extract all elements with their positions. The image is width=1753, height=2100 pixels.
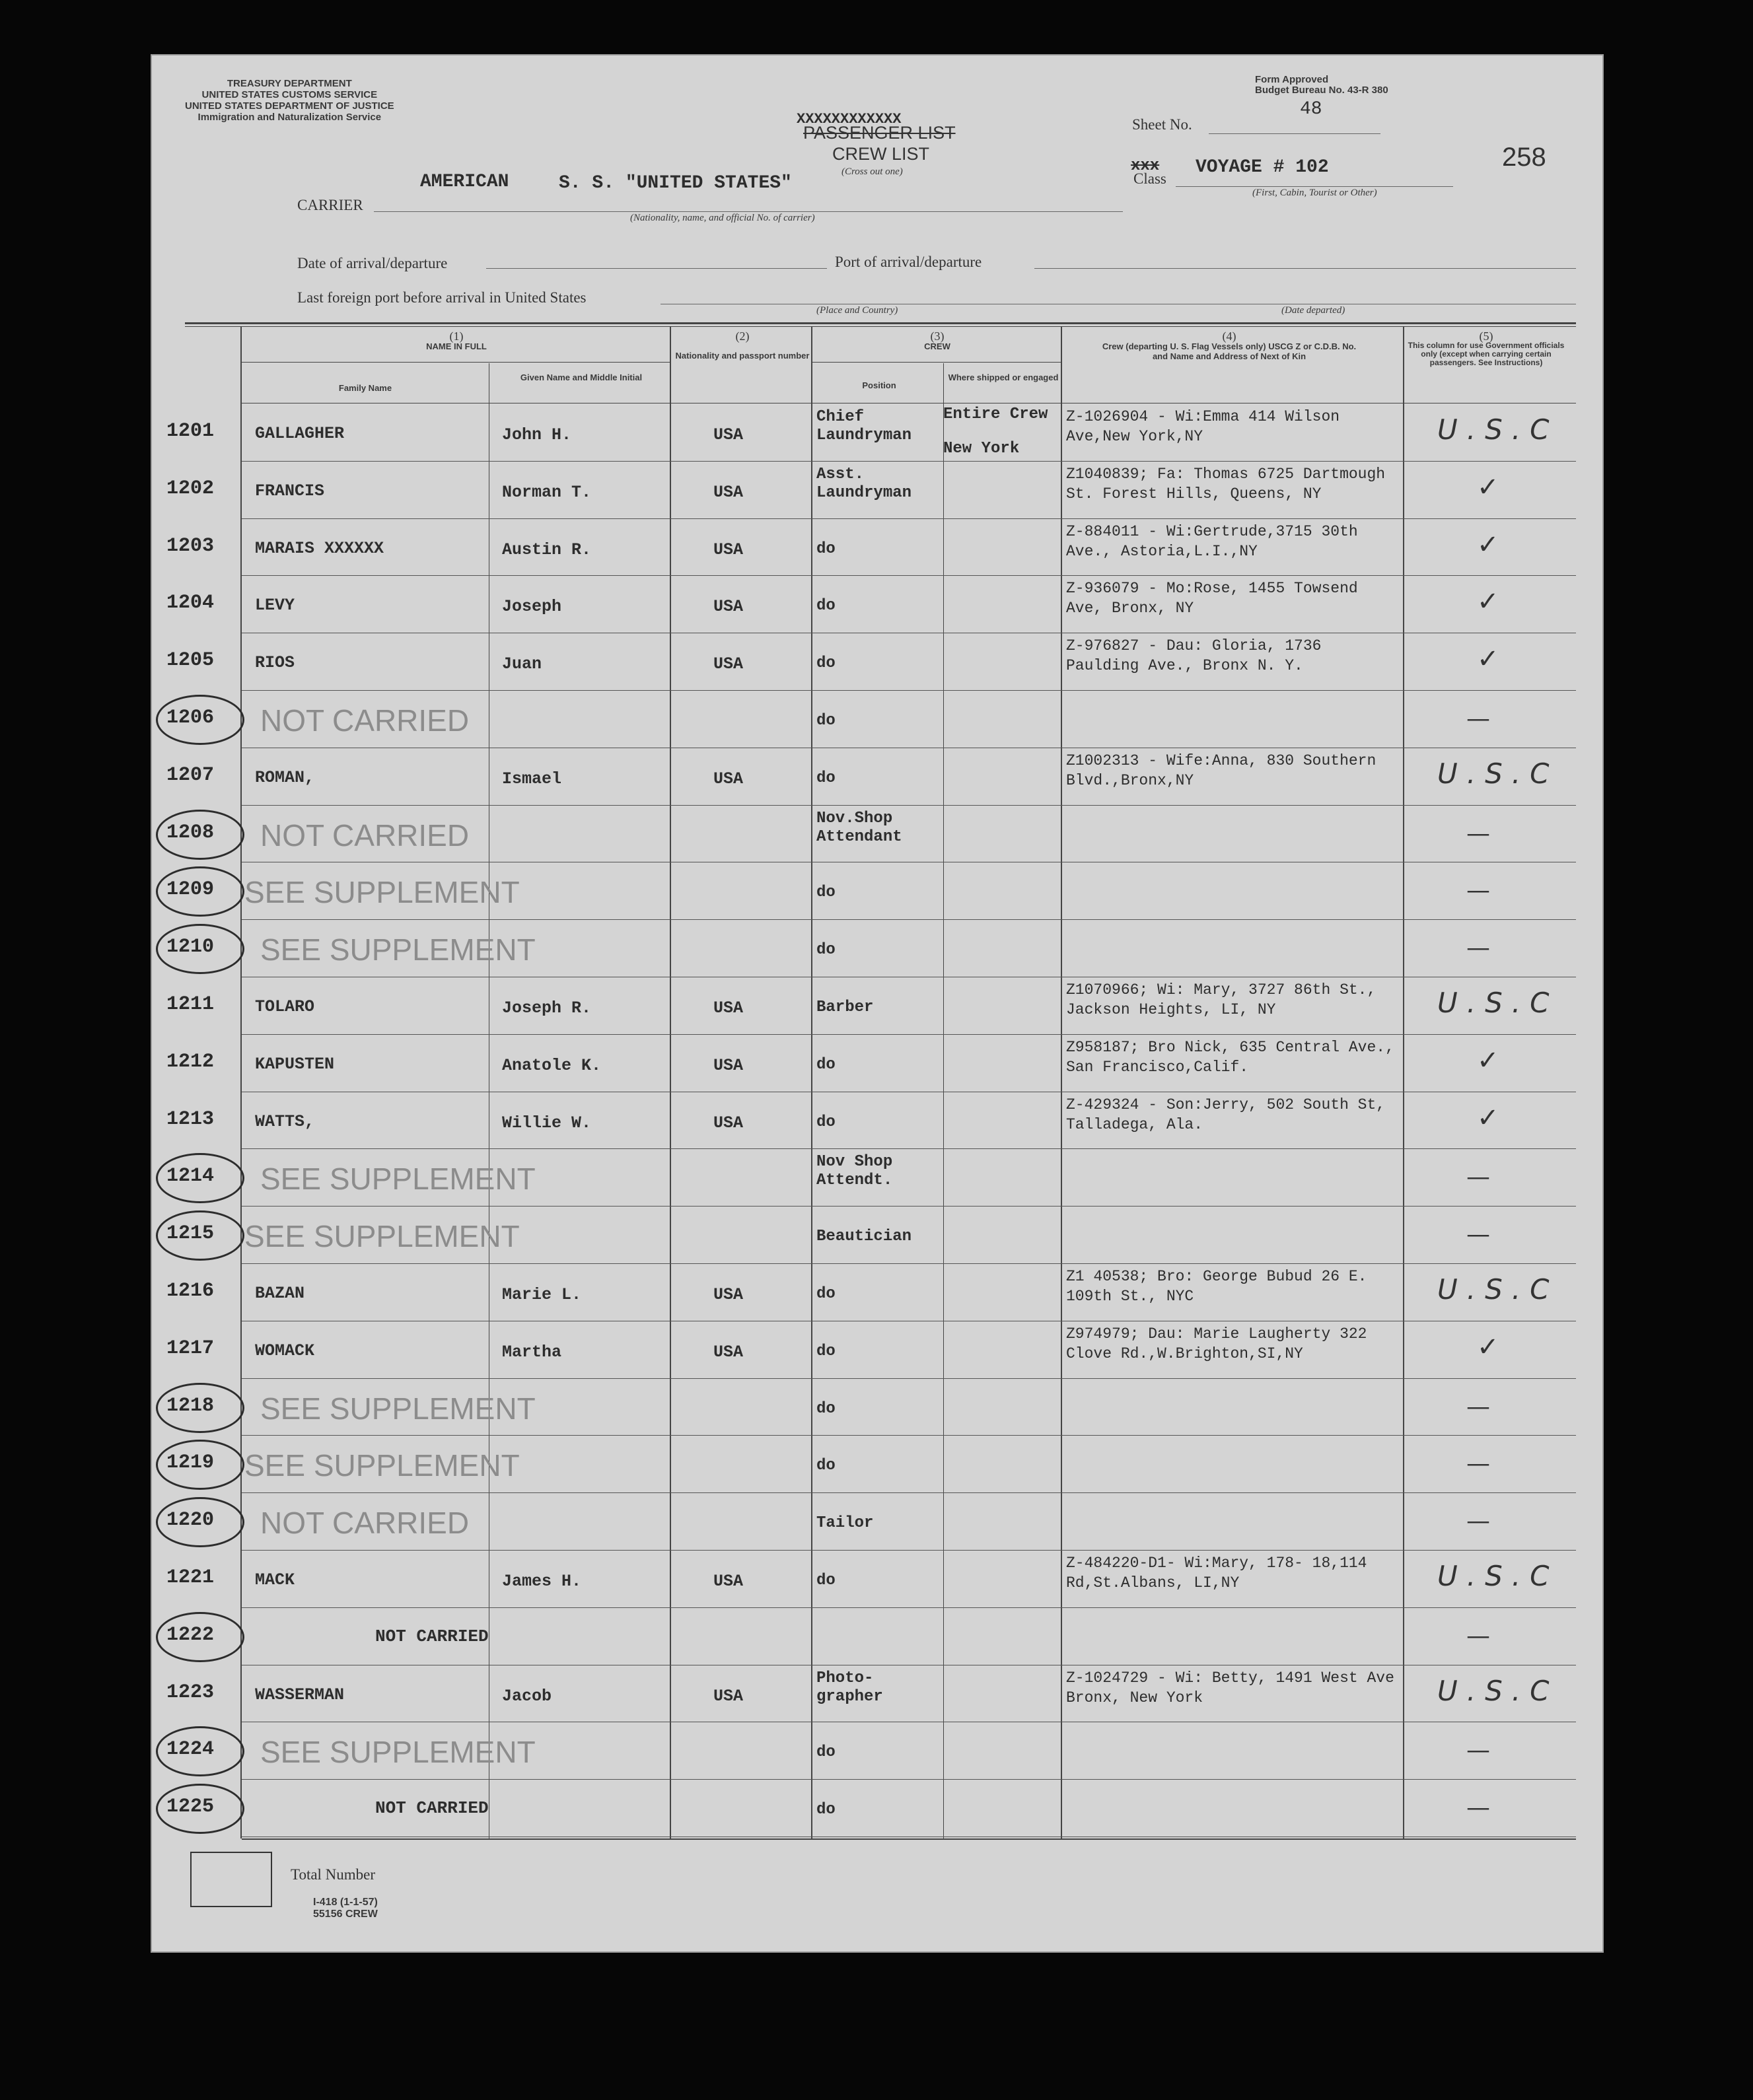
nationality: USA (713, 540, 744, 559)
subhead-rule-1 (242, 362, 670, 363)
row-number-circle (156, 810, 244, 860)
row-rule (242, 919, 1576, 920)
official-mark: ✓ (1477, 644, 1499, 675)
status-stamp: SEE SUPPLEMENT (260, 1391, 536, 1426)
col1a-header: Family Name (338, 383, 392, 393)
vline-4 (943, 363, 944, 1838)
row-rule (242, 575, 1576, 576)
family-name: TOLARO (255, 997, 315, 1016)
vline-0 (240, 326, 242, 1838)
family-name: WASSERMAN (255, 1685, 345, 1704)
vline-2 (670, 326, 671, 1838)
row-number: 1201 (166, 420, 215, 442)
position: Tailor (816, 1514, 874, 1533)
next-of-kin: Z974979; Dau: Marie Laugherty 322 Clove Rd.,W.Brighton,SI,NY (1066, 1325, 1367, 1362)
row-number: 1209 (166, 878, 215, 901)
row-number: 1223 (166, 1681, 215, 1704)
family-name: MARAIS XXXXXX (255, 538, 384, 558)
family-name: FRANCIS (255, 481, 325, 501)
row-number: 1218 (166, 1394, 215, 1417)
voyage-number: VOYAGE # 102 (1196, 157, 1329, 178)
class-label: Class (1133, 170, 1166, 187)
position: Nov Shop Attendt. (816, 1153, 893, 1190)
nationality: USA (713, 597, 744, 617)
row-number-circle (156, 1726, 244, 1776)
row-number-circle (156, 695, 244, 745)
official-mark: ✓ (1477, 1102, 1499, 1133)
row-number: 1204 (166, 592, 215, 615)
family-name: WOMACK (255, 1341, 315, 1360)
nationality: USA (713, 1113, 744, 1133)
class-struck: xxx (1131, 157, 1160, 175)
port-label: Port of arrival/departure (835, 254, 982, 270)
next-of-kin: Z958187; Bro Nick, 635 Central Ave., San Francisco,Calif. (1066, 1038, 1394, 1076)
row-number-circle (156, 1497, 244, 1547)
next-of-kin: Z-484220-D1- Wi:Mary, 178- 18,114 Rd,St.Albans, LI,NY (1066, 1555, 1367, 1592)
position: do (816, 884, 836, 902)
position: do (816, 941, 836, 960)
nationality: USA (713, 1285, 744, 1304)
family-name: BAZAN (255, 1284, 305, 1303)
official-mark: — (1466, 705, 1490, 732)
col3-title: CREW (924, 341, 950, 351)
col5-title: This column for use Government officials only (except when carrying certain passengers. See Instructions) (1408, 341, 1565, 367)
next-of-kin: Z-1024729 - Wi: Betty, 1491 West Ave Bronx, New York (1066, 1669, 1394, 1706)
official-mark: — (1466, 1737, 1490, 1765)
row-rule (242, 690, 1576, 691)
vline-6 (1403, 326, 1404, 1838)
next-of-kin: Z-429324 - Son:Jerry, 502 South St, Talladega, Ala. (1066, 1096, 1386, 1133)
carrier-underline (374, 211, 1123, 212)
page-number: 258 (1502, 143, 1546, 172)
carrier-note: (Nationality, name, and official No. of carrier) (630, 213, 815, 223)
place-note: (Place and Country) (816, 305, 898, 316)
row-number: 1224 (166, 1738, 215, 1761)
row-number: 1213 (166, 1107, 215, 1131)
given-name: Austin R. (502, 540, 592, 559)
row-number: 1205 (166, 649, 215, 672)
official-mark: — (1466, 1622, 1490, 1650)
given-name: Jacob (502, 1686, 552, 1706)
status-stamp: SEE SUPPLEMENT (260, 932, 536, 967)
sheet-label: Sheet No. (1132, 116, 1192, 133)
position: do (816, 712, 836, 730)
row-rule (242, 1378, 1576, 1379)
official-mark: — (1466, 1221, 1490, 1249)
row-rule (242, 1779, 1576, 1780)
given-name: James H. (502, 1572, 582, 1591)
position: do (816, 597, 836, 615)
given-name: Ismael (502, 769, 562, 788)
nationality: USA (713, 1572, 744, 1591)
row-number-circle (156, 1210, 244, 1261)
nationality: USA (713, 1686, 744, 1706)
row-rule (242, 518, 1576, 519)
col3-number: (3) (930, 330, 945, 343)
row-number: 1202 (166, 477, 215, 500)
where-shipped: Entire Crew New York (943, 405, 1048, 458)
sheet-underline (1209, 133, 1380, 134)
family-name: RIOS (255, 653, 295, 673)
agency-block (185, 78, 394, 123)
budget-bureau: Budget Bureau No. 43-R 380 (1255, 85, 1388, 96)
position: Photo- grapher (816, 1669, 883, 1706)
vline-3 (811, 326, 812, 1838)
nationality: USA (713, 769, 744, 788)
family-name: WATTS, (255, 1111, 315, 1131)
form-number: I-418 (1-1-57) (313, 1897, 378, 1908)
table-top-rule-2 (185, 326, 1576, 327)
status-stamp: NOT CARRIED (260, 703, 470, 738)
position: do (816, 1572, 836, 1590)
table-bottom-rule (242, 1838, 1576, 1840)
official-mark: — (1466, 1450, 1490, 1478)
row-number: 1216 (166, 1280, 215, 1302)
given-name: Willie W. (502, 1113, 592, 1133)
form-approved: Form Approved (1255, 74, 1329, 85)
col1-header (243, 332, 670, 351)
official-mark: U.S.C (1437, 1273, 1559, 1306)
official-mark: U.S.C (1437, 1560, 1559, 1592)
nationality: USA (713, 482, 744, 502)
list-title-passenger: PASSENGER LIST (803, 123, 956, 143)
official-mark: ✓ (1477, 586, 1499, 617)
given-name: Marie L. (502, 1285, 582, 1304)
row-number: 1206 (166, 707, 215, 729)
given-name: Joseph (502, 597, 562, 617)
col3-header (815, 332, 1059, 351)
position: Nov.Shop Attendant (816, 809, 902, 846)
row-number: 1211 (166, 993, 215, 1016)
date-label: Date of arrival/departure (297, 255, 448, 271)
carrier-label: CARRIER (297, 197, 363, 213)
family-name: GALLAGHER (255, 424, 345, 443)
official-mark: ✓ (1477, 1045, 1499, 1076)
official-mark: U.S.C (1437, 757, 1559, 790)
col5-header (1407, 332, 1565, 367)
position: do (816, 769, 836, 787)
col1-number: (1) (449, 330, 464, 343)
given-name: Joseph R. (502, 998, 592, 1018)
date-departed-note: (Date departed) (1281, 305, 1345, 316)
family-name: LEVY (255, 596, 295, 615)
position: do (816, 1285, 836, 1303)
col3a-header: Position (862, 380, 896, 390)
given-name: Norman T. (502, 482, 592, 502)
given-name: Martha (502, 1342, 562, 1362)
class-underline (1176, 186, 1453, 187)
position: Chief Laundryman (816, 408, 912, 444)
subhead-rule-3 (812, 362, 1061, 363)
row-rule (242, 1492, 1576, 1493)
given-name: John H. (502, 425, 572, 444)
nationality: USA (713, 654, 744, 674)
col4-header (1067, 332, 1391, 361)
official-mark: — (1466, 820, 1490, 847)
row-number: 1210 (166, 936, 215, 959)
official-mark: — (1466, 877, 1490, 905)
status-stamp: NOT CARRIED (260, 818, 470, 853)
official-mark: — (1466, 1164, 1490, 1191)
col3b-header: Where shipped or engaged (948, 372, 1059, 382)
row-number: 1221 (166, 1566, 215, 1589)
official-mark: — (1466, 1794, 1490, 1822)
date-underline (486, 268, 827, 269)
col2-number: (2) (735, 330, 750, 343)
position: do (816, 1342, 836, 1360)
col1-title: NAME IN FULL (426, 341, 487, 351)
agency-line-4: Immigration and Naturalization Service (197, 112, 382, 123)
official-mark: ✓ (1477, 472, 1499, 503)
table-top-rule (185, 322, 1576, 324)
nationality: USA (713, 1055, 744, 1075)
status-typed: NOT CARRIED (375, 1626, 489, 1646)
row-rule (242, 1148, 1576, 1149)
total-label: Total Number (291, 1866, 376, 1883)
last-port-label: Last foreign port before arrival in United States (297, 289, 587, 306)
next-of-kin: Z1040839; Fa: Thomas 6725 Dartmough St. Forest Hills, Queens, NY (1066, 465, 1386, 503)
row-number-circle (156, 1383, 244, 1433)
family-name: MACK (255, 1570, 295, 1590)
row-number: 1203 (166, 534, 215, 557)
col2-header (672, 332, 812, 361)
row-rule (242, 1034, 1576, 1035)
row-rule (242, 461, 1576, 462)
list-title-crew: CREW LIST (832, 144, 930, 164)
status-stamp: SEE SUPPLEMENT (244, 1219, 520, 1254)
position: Asst. Laundryman (816, 465, 912, 502)
row-number: 1214 (166, 1165, 215, 1188)
agency-line-3: UNITED STATES DEPARTMENT OF JUSTICE (185, 100, 394, 112)
next-of-kin: Z-976827 - Dau: Gloria, 1736 Paulding Ave., Bronx N. Y. (1066, 637, 1322, 675)
row-number: 1215 (166, 1222, 215, 1245)
col1b-header: Given Name and Middle Initial (520, 372, 643, 382)
position: do (816, 1801, 836, 1819)
official-mark: ✓ (1477, 529, 1499, 560)
status-stamp: SEE SUPPLEMENT (260, 1735, 536, 1770)
row-number-circle (156, 866, 244, 917)
row-number-circle (156, 1612, 244, 1662)
carrier-nationality: AMERICAN (420, 172, 509, 192)
nationality: USA (713, 425, 744, 444)
row-number: 1222 (166, 1623, 215, 1646)
position: do (816, 1399, 836, 1418)
row-number: 1219 (166, 1452, 215, 1475)
family-name: ROMAN, (255, 767, 315, 787)
official-mark: U.S.C (1437, 987, 1559, 1019)
nationality: USA (713, 998, 744, 1018)
vline-5 (1061, 326, 1062, 1838)
row-number: 1217 (166, 1337, 215, 1360)
col4-number: (4) (1222, 330, 1236, 343)
official-mark: — (1466, 1508, 1490, 1535)
status-stamp: NOT CARRIED (260, 1506, 470, 1541)
family-name: KAPUSTEN (255, 1054, 335, 1074)
status-typed: NOT CARRIED (375, 1798, 489, 1819)
class-note: (First, Cabin, Tourist or Other) (1252, 188, 1377, 198)
position: do (816, 654, 836, 673)
status-stamp: SEE SUPPLEMENT (244, 875, 520, 910)
position: do (816, 1457, 836, 1475)
next-of-kin: Z-884011 - Wi:Gertrude,3715 30th Ave., Astoria,L.I.,NY (1066, 522, 1358, 560)
given-name: Juan (502, 654, 542, 674)
position: Barber (816, 998, 874, 1016)
official-mark: ✓ (1477, 1331, 1499, 1362)
crew-code: 55156 CREW (313, 1908, 378, 1920)
total-box (190, 1852, 272, 1907)
row-rule (242, 1550, 1576, 1551)
row-number: 1225 (166, 1796, 215, 1819)
position: do (816, 1743, 836, 1762)
official-mark: U.S.C (1437, 413, 1559, 446)
next-of-kin: Z-936079 - Mo:Rose, 1455 Towsend Ave, Bronx, NY (1066, 580, 1358, 617)
row-rule (242, 1263, 1576, 1264)
row-number: 1207 (166, 763, 215, 787)
row-rule (242, 1435, 1576, 1436)
agency-line-2: UNITED STATES CUSTOMS SERVICE (201, 89, 378, 100)
official-mark: — (1466, 1393, 1490, 1420)
next-of-kin: Z1 40538; Bro: George Bubud 26 E. 109th St., NYC (1066, 1268, 1367, 1305)
position: do (816, 540, 836, 558)
row-rule (242, 805, 1576, 806)
position: do (816, 1113, 836, 1131)
col4-title: Crew (departing U. S. Flag Vessels only) USCG Z or C.D.B. No. and Name and Address of Next of Kin (1102, 341, 1357, 361)
row-rule (242, 1607, 1576, 1608)
row-number: 1220 (166, 1509, 215, 1532)
next-of-kin: Z-1026904 - Wi:Emma 414 Wilson Ave,New York,NY (1066, 408, 1340, 445)
cross-out-note: (Cross out one) (841, 166, 903, 177)
given-name: Anatole K. (502, 1055, 602, 1075)
official-mark: — (1466, 934, 1490, 962)
carrier-name: S. S. "UNITED STATES" (559, 173, 792, 193)
position: Beautician (816, 1228, 912, 1246)
official-mark: U.S.C (1437, 1674, 1559, 1707)
row-number: 1208 (166, 821, 215, 844)
row-number-circle (156, 924, 244, 974)
row-rule (242, 1206, 1576, 1207)
row-number: 1212 (166, 1050, 215, 1073)
next-of-kin: Z1002313 - Wife:Anna, 830 Southern Blvd.,Bronx,NY (1066, 752, 1377, 789)
nationality: USA (713, 1342, 744, 1362)
col2-title: Nationality and passport number (675, 351, 810, 361)
next-of-kin: Z1070966; Wi: Mary, 3727 86th St., Jackson Heights, LI, NY (1066, 981, 1377, 1018)
status-stamp: SEE SUPPLEMENT (244, 1448, 520, 1483)
row-number-circle (156, 1153, 244, 1203)
status-stamp: SEE SUPPLEMENT (260, 1162, 536, 1197)
row-number-circle (156, 1784, 244, 1834)
port-underline (1034, 268, 1576, 269)
sheet-number: 48 (1300, 99, 1322, 120)
struck-passenger-marks: XXXXXXXXXXXX (797, 111, 902, 127)
col5-number: (5) (1479, 330, 1493, 343)
agency-line-1: TREASURY DEPARTMENT (227, 78, 352, 89)
row-number-circle (156, 1440, 244, 1490)
position: do (816, 1055, 836, 1074)
